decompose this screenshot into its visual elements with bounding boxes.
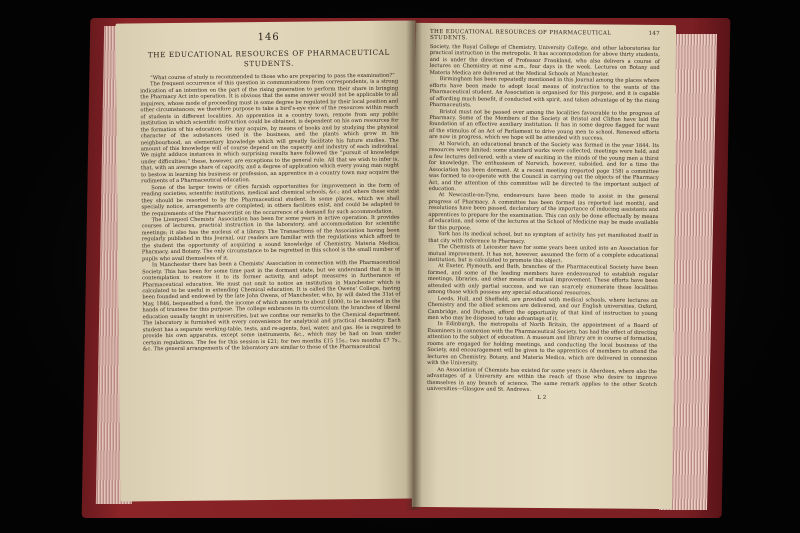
paragraph: At Newcastle-on-Tyne, endeavours have been made to assist in the general progress of Pharmacy. A committee has been formed (as reported last month), and resolutions have been passed, declaratory of the importance of inducing assistants and apprentices to prepare for the examination. This can only be done effectually by means of education, and some of the lectures at the School of Medicine may be made available for this purpose. (428, 192, 659, 232)
paragraph: At Exeter, Plymouth, and Bath, branches of the Pharmaceutical Society have been formed, and some of the leading members have endeavoured to establish regular meetings, libraries, and other means of mutual improvement. These efforts have been attended with only partial success, and we can scarcely enumerate these localities among those which possess any special educational resources. (427, 263, 659, 297)
book-gutter (406, 20, 422, 510)
paragraph: Leeds, Hull, and Sheffield, are provided with medical schools, where lectures on Chemistry and the allied sciences are delivered, and our English universities, Oxford, Cambridge, and Durham, afford the opportunity of that kind of instruction to young men who may be disposed to take advantage of it. (427, 295, 658, 323)
paragraph: Bristol must not be passed over among the localities favourable to the progress of Pharmacy. Some of the Members of the Society at Bristol and Clifton have laid the foundation of an effective auxiliary institution. It has in some degree flagged for want of the stimulus of an Act of Parliament to drive young men to school. Renewed efforts are now in progress, which we hope will be attended with success. (429, 108, 660, 142)
paragraph: Some of the larger towns or cities furnish opportunities for improvement in the form of reading societies, scientific institutions, medical and chemical schools, &c.; and where these exist they should be resorted to by the Pharmaceutical student. In some places, which we shall specially notice, arrangements are completed; in others facilities exist, and could be adapted to the requirements of the Pharmaceutist on the occurrence of a demand for such accommodation. (141, 182, 400, 217)
page-number-right: 147 (648, 30, 661, 38)
paragraph: The Liverpool Chemists’ Association has been for some years in active operation. It provides courses of lectures, practical instruction in the laboratory, and accommodation for scientific meetings; it also has the nucleus of a library. The Transactions of the Association having been regularly published in this Journal, our readers are familiar with the regulations which afford to the student the opportunity of acquiring a sound knowledge of Chemistry, Materia Medica, Pharmacy, and Botany. The only circumstance to be regretted in this school is the small number of pupils who avail themselves of it. (141, 214, 400, 263)
article-title (140, 48, 398, 71)
paragraph: The Chemists at Leicester have for some years been united into an Association for mutual improvement. It has not, however, assumed the form of a complete educational institution, but is calculated to promote this object. (428, 244, 659, 265)
paragraph: An Association of Chemists has existed for some years in Aberdeen, where also the advantages of a University are within the reach of those who desire to improve themselves in any branch of science. The same remark applies to the other Scotch universities—Glasgow and St. Andrews. (426, 366, 658, 393)
title-line-2: STUDENTS. (243, 58, 295, 69)
paragraph: The frequent occurrence of this question in communications from correspondents, is a strong indication of an intention on the part of the rising generation to perform their share in bringing the Pharmacy Act into operation. It is obvious that the same answer would not be applicable to all inquirers, whose mode of proceeding must in some degree be regulated by their local position and other circumstances; we therefore purpose to take a bird’s-eye view of the resources within reach of students in different localities. An apprentice in a country town, remote from any public institution in which scientific instruction could be obtained, is dependent on his own resources for the formation of his education. He may acquire, by means of books and by studying the physical character of the substances used in the business, and the plants which grow in his neighbourhood, an elementary knowledge which will greatly facilitate his future studies. The amount of this knowledge will of course depend on the capacity and industry of each individual. We might adduce instances in which surprising results have followed the “pursuit of knowledge under difficulties;” these, however, are exceptions to the general rule. All that we wish to infer is, that, with an average share of capacity, and a degree of application which every young man ought to bestow in learning his business or profession, an apprentice in a country town may acquire the rudiments of a Pharmaceutical education. (140, 79, 400, 185)
paragraph: In Edinburgh, the metropolis of North Britain, the appointment of a Board of Examiners in connexion with the Pharmaceutical Society, has had the effect of directing attention to the subject of education. A museum and library are in course of formation, rooms are engaged for holding meetings, and conducting the local business of the Society, and encouragement will be given to the apprentices of members to attend the lectures on Chemistry, Botany, and Materia Medica, which are delivered in connexion with the University. (427, 321, 658, 367)
left-page (116, 20, 421, 501)
title-line-1: THE EDUCATIONAL RESOURCES OF PHARMACEUTICAL (147, 47, 390, 60)
paragraph: In Manchester there has been a Chemists’ Association in connection with the Pharmaceutical Society. This has been for some time past in the dormant state, but we understand that it is in contemplation to restore it to its former activity, and adopt measures in furtherance of Pharmaceutical education. We must not omit to notice an institution in Manchester which is calculated to be useful in extending Chemical education. It is called the Owens’ College, having been founded and endowed by the late John Owens, of Manchester, who, by will dated the 31st of May, 1846, bequeathed a fund, the income of which amounts to about £4000, to be invested in the hands of trustees for this purpose. The college embraces in its curriculum the branches of liberal education usually taught in universities, but we confine our remarks to the Chemical department. The laboratory is furnished with every convenience for analytical and practical chemistry. Each student has a separate working-table, tests, and re-agents, fuel, water, and gas. He is required to provide his own apparatus, except some instruments, &c., which may be had on loan under certain regulations. The fee for this session is £21; for two months £15 15s.; two months £7 7s., &c. The general arrangements of the laboratory are similar to those of the Pharmaceutical (142, 259, 401, 353)
signature-mark: L 2 (537, 395, 547, 402)
paragraph: Society, the Royal College of Chemistry, University College, and other laboratories for practical instruction in the metropolis. It has accommodation for above thirty students, and is under the direction of Professor Frankland, who also delivers a course of lectures on Chemistry at nine a.m., four days in the week. Lectures on Botany and Materia Medica are delivered at the Medical Schools at Manchester. (429, 43, 660, 78)
paragraph: At Norwich, an educational branch of the Society was formed in the year 1844. Its resources were limited: some standard works were collected, meetings were held, and a few lectures delivered, with a view of exciting in the minds of the young men a thirst for knowledge. The enthusiasm of Norwich, however, subsided, and for a time the Association has been dormant. At a recent meeting (reported page 158) a committee was formed to co-operate with the Council in carrying out the objects of the Pharmacy Act, and the attention of this committee will be directed to the important subject of education. (428, 140, 660, 193)
page-number-left: 146 (257, 31, 280, 44)
right-page (412, 23, 676, 509)
paragraph: York has its medical school, but no symptom of activity has yet manifested itself in that city with reference to Pharmacy. (428, 231, 659, 245)
paragraph: Birmingham has been repeatedly mentioned in this Journal among the places where efforts have been made to adopt local means of instruction to the wants of the Pharmaceutical student. An Association is organised for this purpose, and it is capable of affording much benefit, if conducted with spirit, and taken advantage of by the rising Pharmaceutists. (429, 76, 660, 109)
running-head (430, 29, 660, 43)
paragraph: “What course of study is recommended to those who are preparing to pass the examination?” (150, 72, 395, 82)
running-head-title: THE EDUCATIONAL RESOURCES OF PHARMACEUTICAL STUDENTS. (429, 28, 612, 42)
